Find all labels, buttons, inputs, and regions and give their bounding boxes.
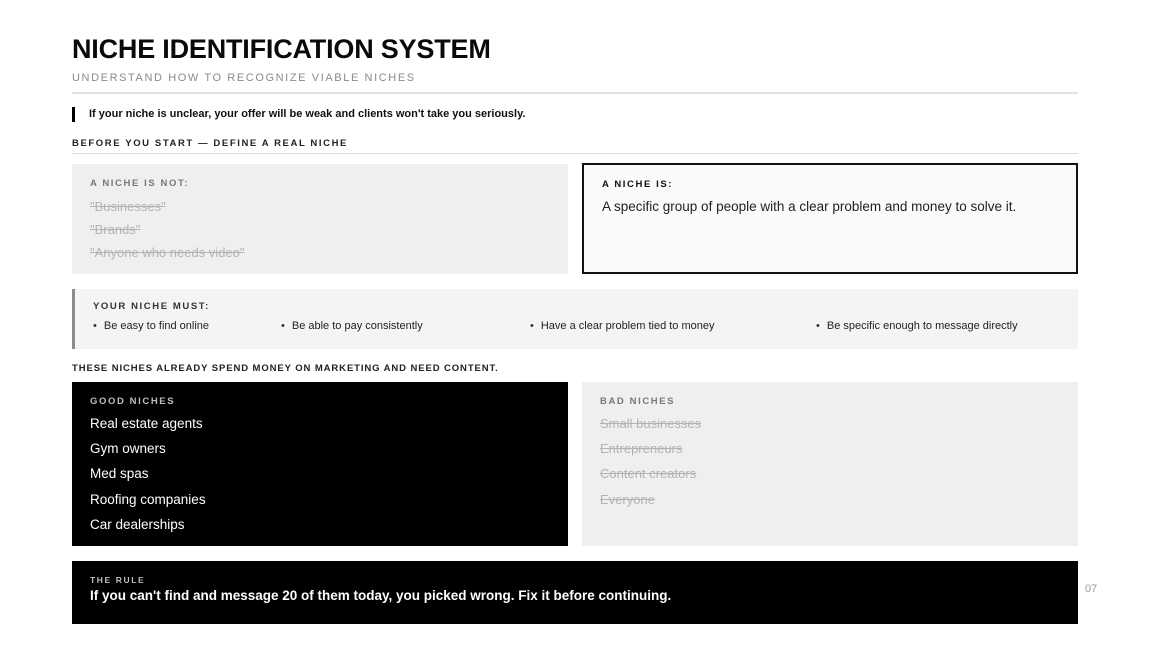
not-niche-item: "Anyone who needs video" <box>90 245 245 260</box>
good-niche-item: Roofing companies <box>90 491 206 507</box>
not-niche-item: "Businesses" <box>90 199 166 214</box>
good-niche-item: Real estate agents <box>90 416 203 431</box>
page-subtitle: UNDERSTAND HOW TO RECOGNIZE VIABLE NICHES <box>72 72 416 84</box>
niche-is-not-card <box>72 164 568 274</box>
not-niche-item: "Brands" <box>90 222 141 237</box>
bad-niche-item: Small businesses <box>600 416 702 431</box>
page-number: 07 <box>1085 583 1098 595</box>
bad-niche-item: Everyone <box>600 491 655 507</box>
rule-text: If you can't find and message 20 of them today, you picked wrong. Fix it before continuing. <box>90 588 672 603</box>
niche-is-label: A NICHE IS: <box>602 179 674 190</box>
bad-niches-card <box>582 382 1078 546</box>
good-niche-item: Car dealerships <box>90 516 185 532</box>
good-niches-card <box>72 382 568 546</box>
niche-must-list <box>93 320 1060 336</box>
bad-niche-item: Content creators <box>600 466 697 482</box>
header-divider <box>72 92 1078 94</box>
page-title: NICHE IDENTIFICATION SYSTEM <box>72 34 491 64</box>
good-niche-item: Gym owners <box>90 441 166 457</box>
good-niches-label: GOOD NICHES <box>90 396 176 407</box>
must-item: • Be easy to find online <box>93 320 209 332</box>
define-section-label: BEFORE YOU START — DEFINE A REAL NICHE <box>72 138 348 149</box>
bad-niches-label: BAD NICHES <box>600 396 676 407</box>
niche-is-not-label: A NICHE IS NOT: <box>90 178 190 189</box>
good-niche-item: Med spas <box>90 466 149 482</box>
rule-label: THE RULE <box>90 575 146 585</box>
must-item: • Be able to pay consistently <box>281 320 423 332</box>
must-item: • Be specific enough to message directly <box>816 320 1018 332</box>
niche-must-label: YOUR NICHE MUST: <box>93 301 210 312</box>
niches-section-label: THESE NICHES ALREADY SPEND MONEY ON MARKETING AND NEED CONTENT. <box>72 363 499 374</box>
rule-banner <box>72 561 1078 624</box>
niche-is-card <box>582 163 1078 274</box>
section-divider <box>72 153 1078 154</box>
niche-definition: A specific group of people with a clear problem and money to solve it. <box>602 199 1017 214</box>
niche-must-card <box>72 289 1078 349</box>
bad-niche-item: Entrepreneurs <box>600 441 683 457</box>
must-item: • Have a clear problem tied to money <box>530 320 715 332</box>
warning-callout: If your niche is unclear, your offer will be weak and clients won't take you seriously. <box>72 107 525 122</box>
